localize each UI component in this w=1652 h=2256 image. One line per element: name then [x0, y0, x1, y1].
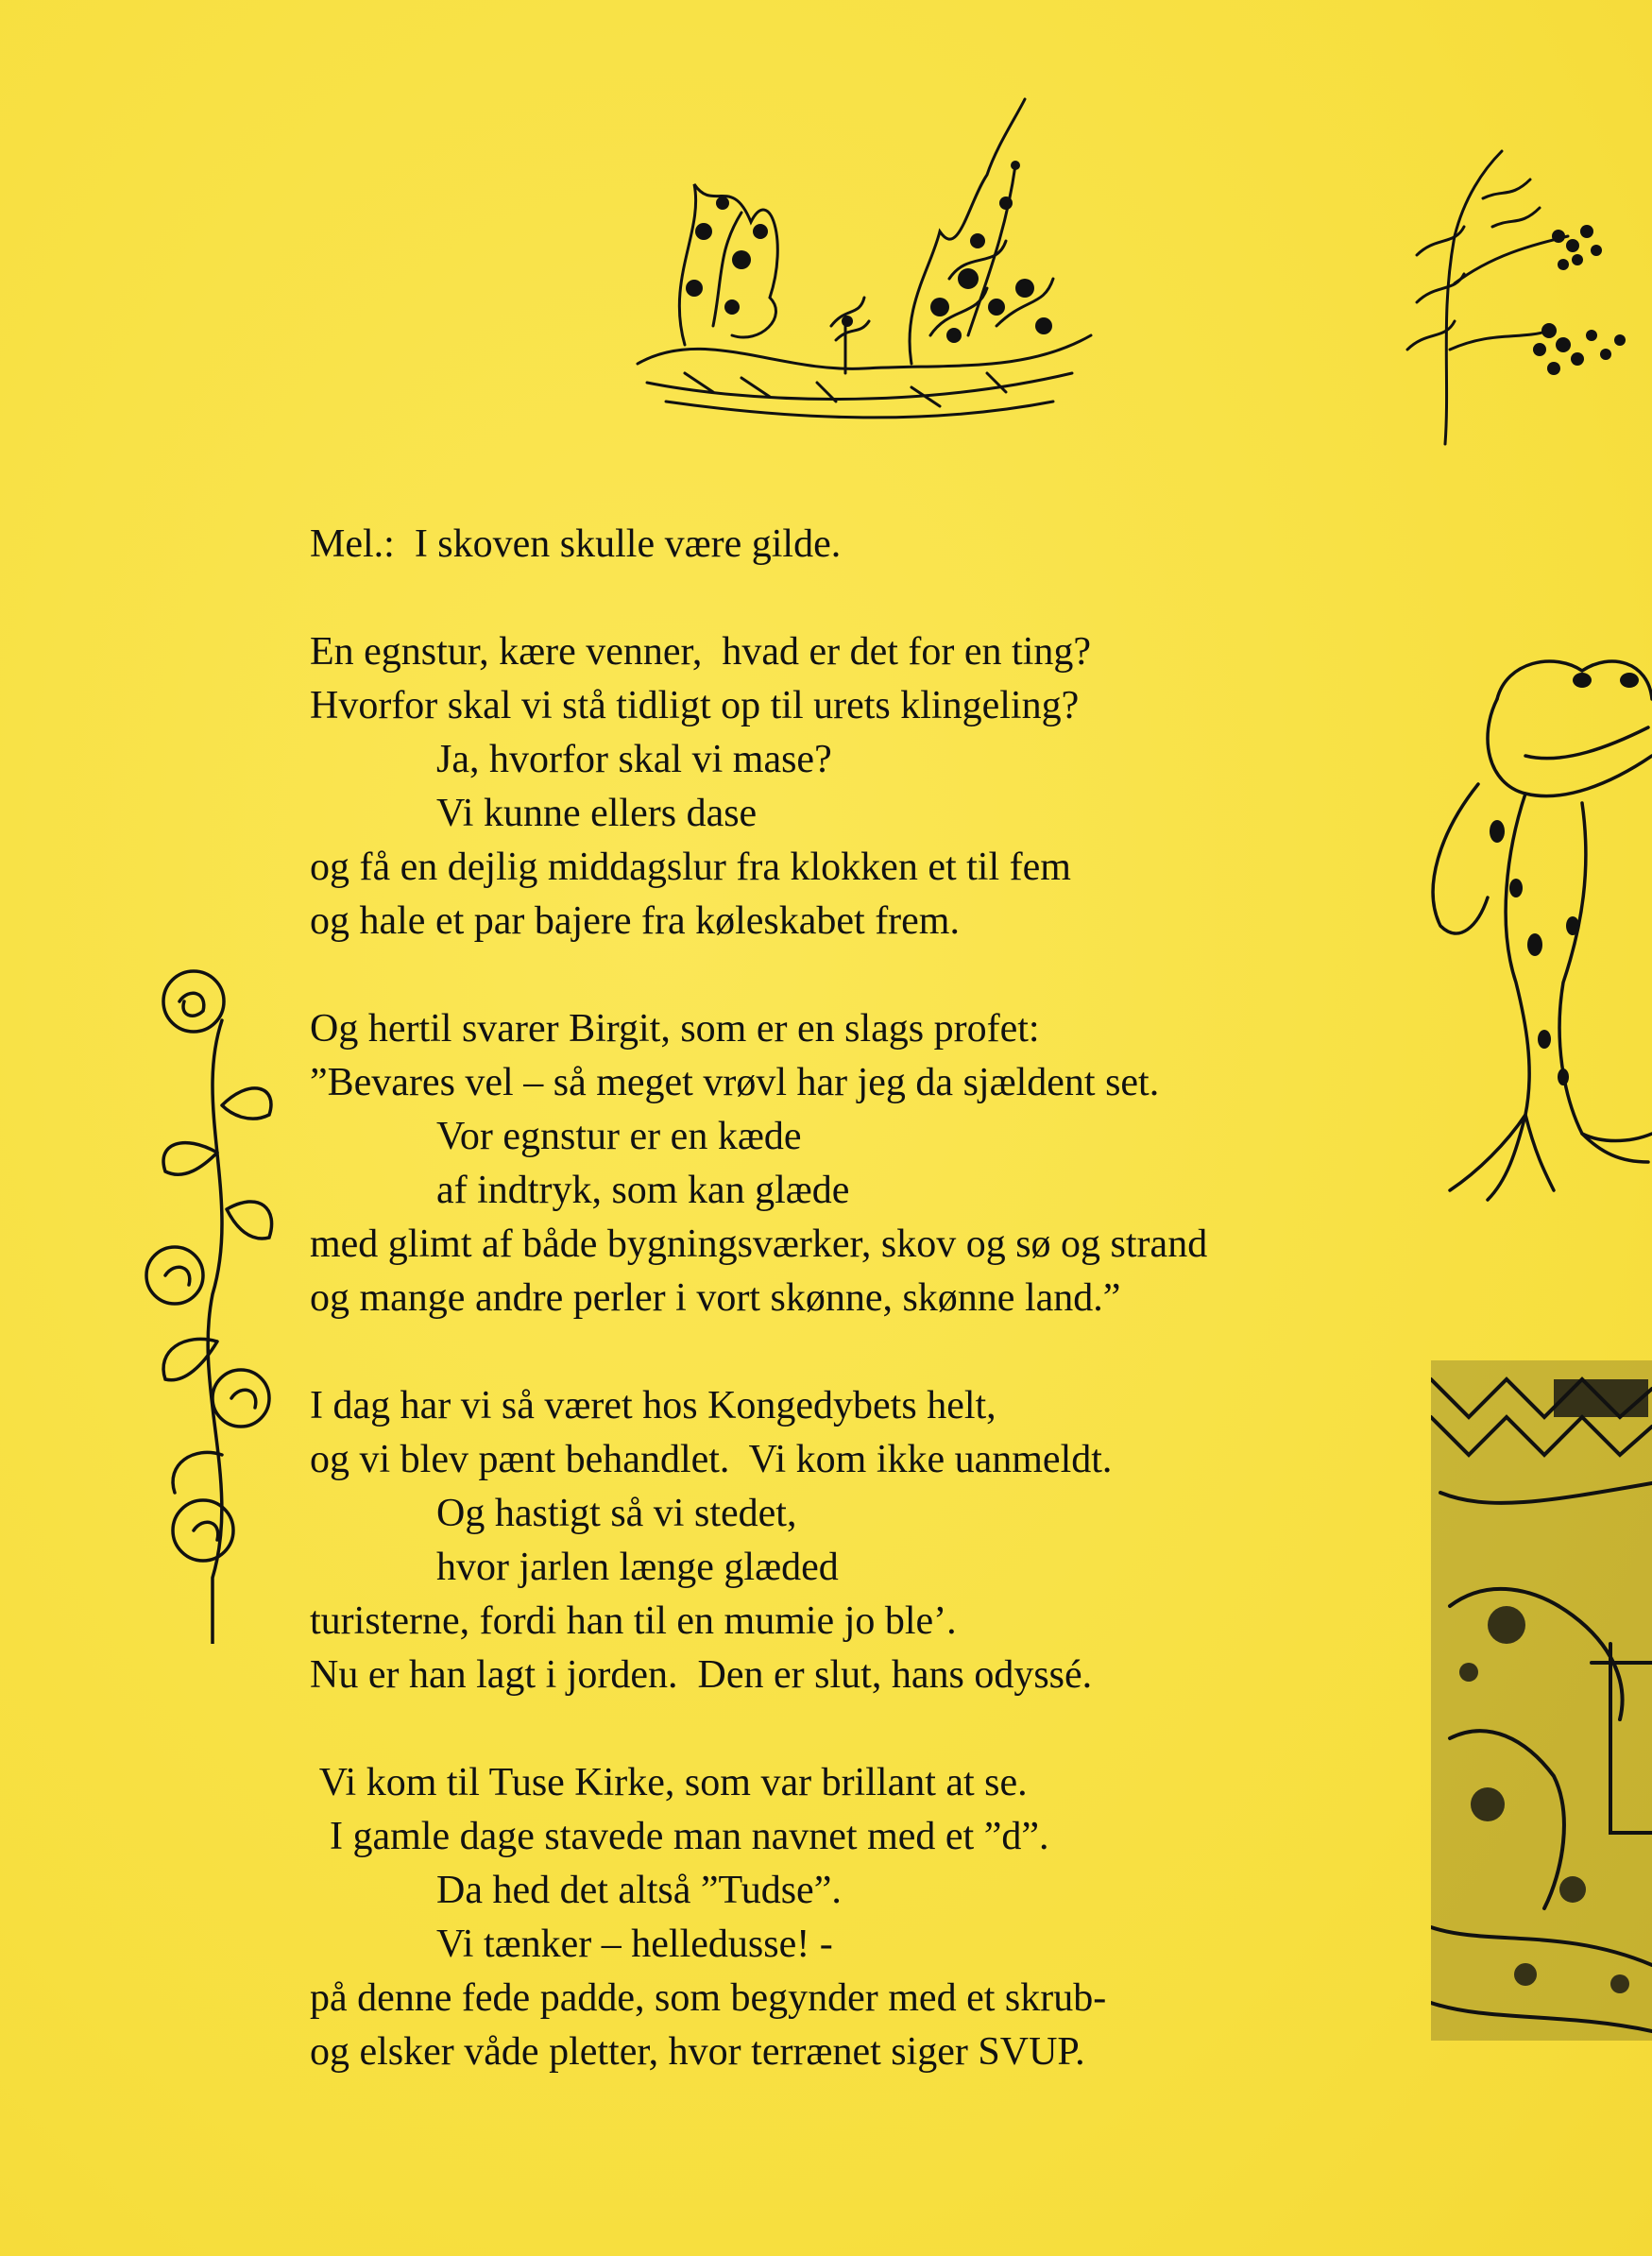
verse-line: Ja, hvorfor skal vi mase?	[436, 738, 832, 781]
verses	[310, 625, 1424, 2079]
verse-line: Og hastigt så vi stedet,	[436, 1492, 797, 1535]
verse	[310, 625, 1424, 949]
verse-line: ”Bevares vel – så meget vrøvl har jeg da sjældent set.	[310, 1061, 1160, 1104]
elderberry-drawing	[1398, 142, 1652, 463]
verse-line: Hvorfor skal vi stå tidligt op til urets klingeling?	[310, 684, 1080, 727]
verse-line: og elsker våde pletter, hvor terrænet siger SVUP.	[310, 2030, 1085, 2074]
verse-line: og hale et par bajere fra køleskabet frem.	[310, 899, 960, 943]
verse	[310, 1379, 1424, 1702]
verse-line: Da hed det altså ”Tudse”.	[436, 1869, 842, 1912]
verse-line: Vi kom til Tuse Kirke, som var brillant at se.	[310, 1761, 1028, 1804]
verse-line: hvor jarlen længe glæded	[436, 1546, 839, 1589]
verse-gap	[310, 949, 1424, 1002]
verse-line: En egnstur, kære venner, hvad er det for en ting?	[310, 630, 1092, 674]
melody-line: Mel.: I skoven skulle være gilde.	[310, 522, 842, 566]
verse-gap	[310, 1325, 1424, 1379]
verse-line: I dag har vi så været hos Kongedybets helt,	[310, 1384, 996, 1427]
verse-line: og få en dejlig middagslur fra klokken et til fem	[310, 846, 1071, 889]
bushes-drawing	[628, 90, 1100, 439]
frog-drawing	[1422, 642, 1652, 1209]
verse-line: Vi tænker – helledusse! -	[436, 1923, 833, 1966]
verse-line: og vi blev pænt behandlet. Vi kom ikke uanmeldt.	[310, 1438, 1113, 1481]
verse-line: Vor egnstur er en kæde	[436, 1115, 802, 1158]
verse-line: på denne fede padde, som begynder med et skrub-	[310, 1976, 1107, 2020]
verse-line: turisterne, fordi han til en mumie jo ble’.	[310, 1599, 957, 1643]
verse-gap	[310, 1702, 1424, 1756]
verse-line: og mange andre perler i vort skønne, skønne land.”	[310, 1276, 1121, 1320]
verse-line: Vi kunne ellers dase	[436, 792, 758, 835]
song-text	[310, 518, 1424, 2079]
verse-line: Og hertil svarer Birgit, som er en slags profet:	[310, 1007, 1040, 1051]
verse-line: I gamle dage stavede man navnet med et ”d”.	[310, 1815, 1049, 1858]
verse-line: Nu er han lagt i jorden. Den er slut, hans odyssé.	[310, 1653, 1093, 1697]
verse-line: af indtryk, som kan glæde	[436, 1169, 850, 1212]
verse	[310, 1756, 1424, 2079]
verse	[310, 1002, 1424, 1325]
verse-line: med glimt af både bygningsværker, skov og sø og strand	[310, 1222, 1208, 1266]
fresco-drawing	[1431, 1360, 1652, 2041]
rose-drawing	[137, 964, 279, 1644]
